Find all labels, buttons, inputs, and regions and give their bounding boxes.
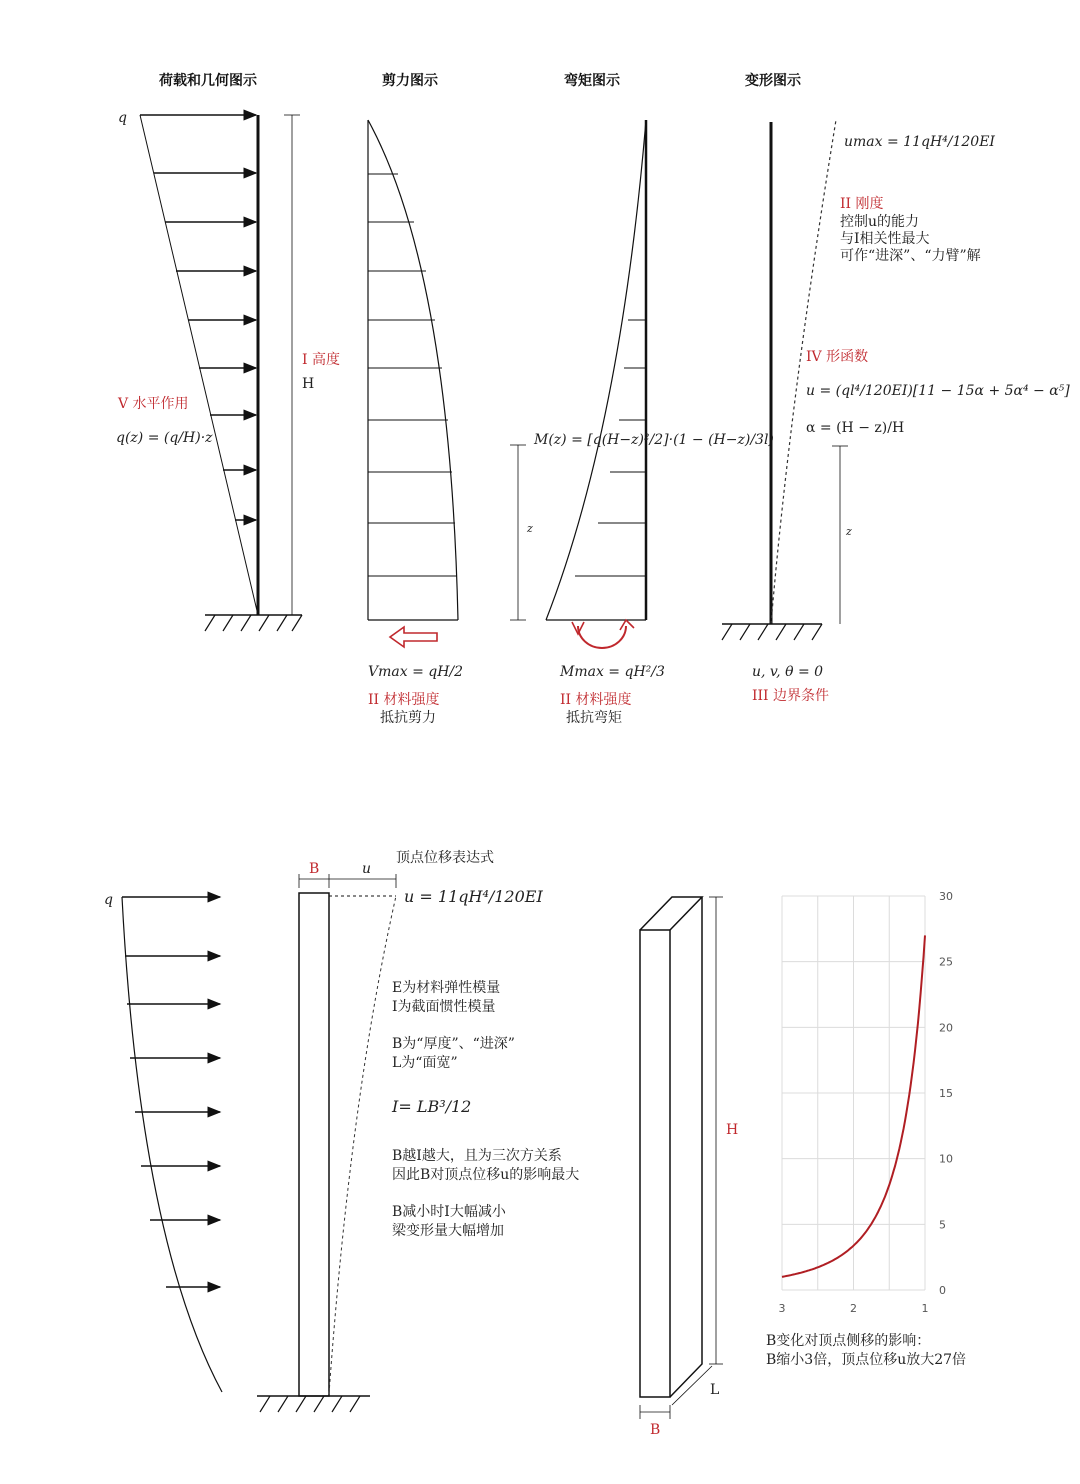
y-tick-label: 10: [939, 1152, 953, 1166]
umax-formula: umax = 11qH⁴/120EI: [844, 134, 995, 150]
displacement-title: 顶点位移表达式: [396, 850, 494, 866]
mmax-formula: Mmax = qH²/3: [560, 664, 665, 680]
x-tick-label: 3: [778, 1302, 786, 1315]
block-B-label: B: [650, 1422, 661, 1438]
y-tick-label: 25: [939, 955, 953, 969]
shear-resist-label: 抵抗剪力: [380, 710, 436, 726]
moment-z-label: z: [527, 522, 533, 535]
beam-u-label: u: [362, 861, 372, 877]
chart-caption-2: B缩小3倍，顶点位移u放大27倍: [766, 1352, 967, 1368]
chart: [779, 890, 954, 1315]
height-label: I 高度: [302, 352, 340, 368]
height-symbol: H: [302, 376, 315, 392]
shape-function-title: IV 形函数: [806, 349, 869, 365]
y-tick-label: 30: [939, 890, 953, 903]
stiffness-line-3: 可作“进深”、“力臂”解: [840, 248, 981, 264]
bottom-beam: [257, 874, 396, 1412]
y-tick-label: 15: [939, 1087, 953, 1100]
m-formula: M(z) = [q(H−z)²/2]·(1 − (H−z)/3l): [534, 432, 774, 448]
note-increase: 梁变形量大幅增加: [392, 1223, 504, 1239]
load-diagram: [140, 115, 302, 631]
moment-arrow-icon: [578, 626, 626, 648]
note-L: L为“面宽”: [392, 1055, 458, 1071]
title-moment: 弯矩图示: [564, 73, 620, 89]
y-tick-label: 5: [939, 1218, 946, 1232]
note-B: B为“厚度”、“进深”: [392, 1036, 515, 1052]
shape-function-formula: u = (ql⁴/120EI)[11 − 15α + 5α⁴ − α⁵]: [806, 383, 1070, 399]
note-influence: 因此B对顶点位移u的影响最大: [392, 1167, 580, 1183]
note-E: E为材料弹性模量: [392, 980, 501, 996]
v-horizontal-label: V 水平作用: [118, 396, 189, 412]
x-tick-label: 2: [850, 1302, 857, 1315]
displacement-formula: u = 11qH⁴/120EI: [404, 887, 543, 906]
inertia-formula: I= LB³/12: [392, 1097, 472, 1116]
note-cubic: B越I越大，且为三次方关系: [392, 1148, 562, 1164]
shear-strength-label: II 材料强度: [368, 692, 440, 708]
q-formula: q(z) = (q/H)·z: [116, 430, 213, 446]
alpha-formula: α = (H − z)/H: [806, 420, 905, 436]
stiffness-title: II 刚度: [840, 196, 884, 212]
x-tick-label: 1: [921, 1302, 929, 1315]
y-tick-label: 0: [939, 1284, 946, 1297]
note-decrease: B减小时I大幅减小: [392, 1204, 506, 1220]
block-L-label: L: [710, 1382, 720, 1398]
chart-caption-1: B变化对顶点侧移的影响：: [766, 1333, 931, 1349]
shear-diagram: [368, 120, 458, 647]
title-deformation: 变形图示: [745, 73, 801, 89]
title-shear: 剪力图示: [382, 73, 438, 89]
stiffness-line-2: 与I相关性最大: [840, 231, 930, 247]
beam-B-label: B: [309, 861, 320, 877]
block-H-label: H: [726, 1122, 739, 1138]
title-load-geometry: 荷载和几何图示: [159, 73, 257, 89]
moment-strength-label: II 材料强度: [560, 692, 632, 708]
beam-block-3d: [640, 897, 723, 1419]
boundary-title: III 边界条件: [752, 688, 830, 704]
deformation-diagram: [722, 120, 848, 640]
deformation-z-label: z: [846, 525, 852, 538]
boundary-formula: u, v, θ = 0: [752, 664, 824, 680]
vmax-formula: Vmax = qH/2: [368, 664, 464, 680]
shear-arrow-icon: [390, 627, 437, 647]
moment-resist-label: 抵抗弯矩: [566, 710, 622, 726]
stiffness-line-1: 控制u的能力: [840, 214, 920, 230]
note-I: I为截面惯性模量: [392, 999, 496, 1015]
bottom-load-q-label: q: [104, 892, 113, 908]
y-tick-label: 20: [939, 1021, 953, 1035]
load-q-label: q: [118, 110, 127, 126]
moment-diagram: [510, 120, 646, 648]
bottom-load-diagram: [122, 897, 222, 1392]
